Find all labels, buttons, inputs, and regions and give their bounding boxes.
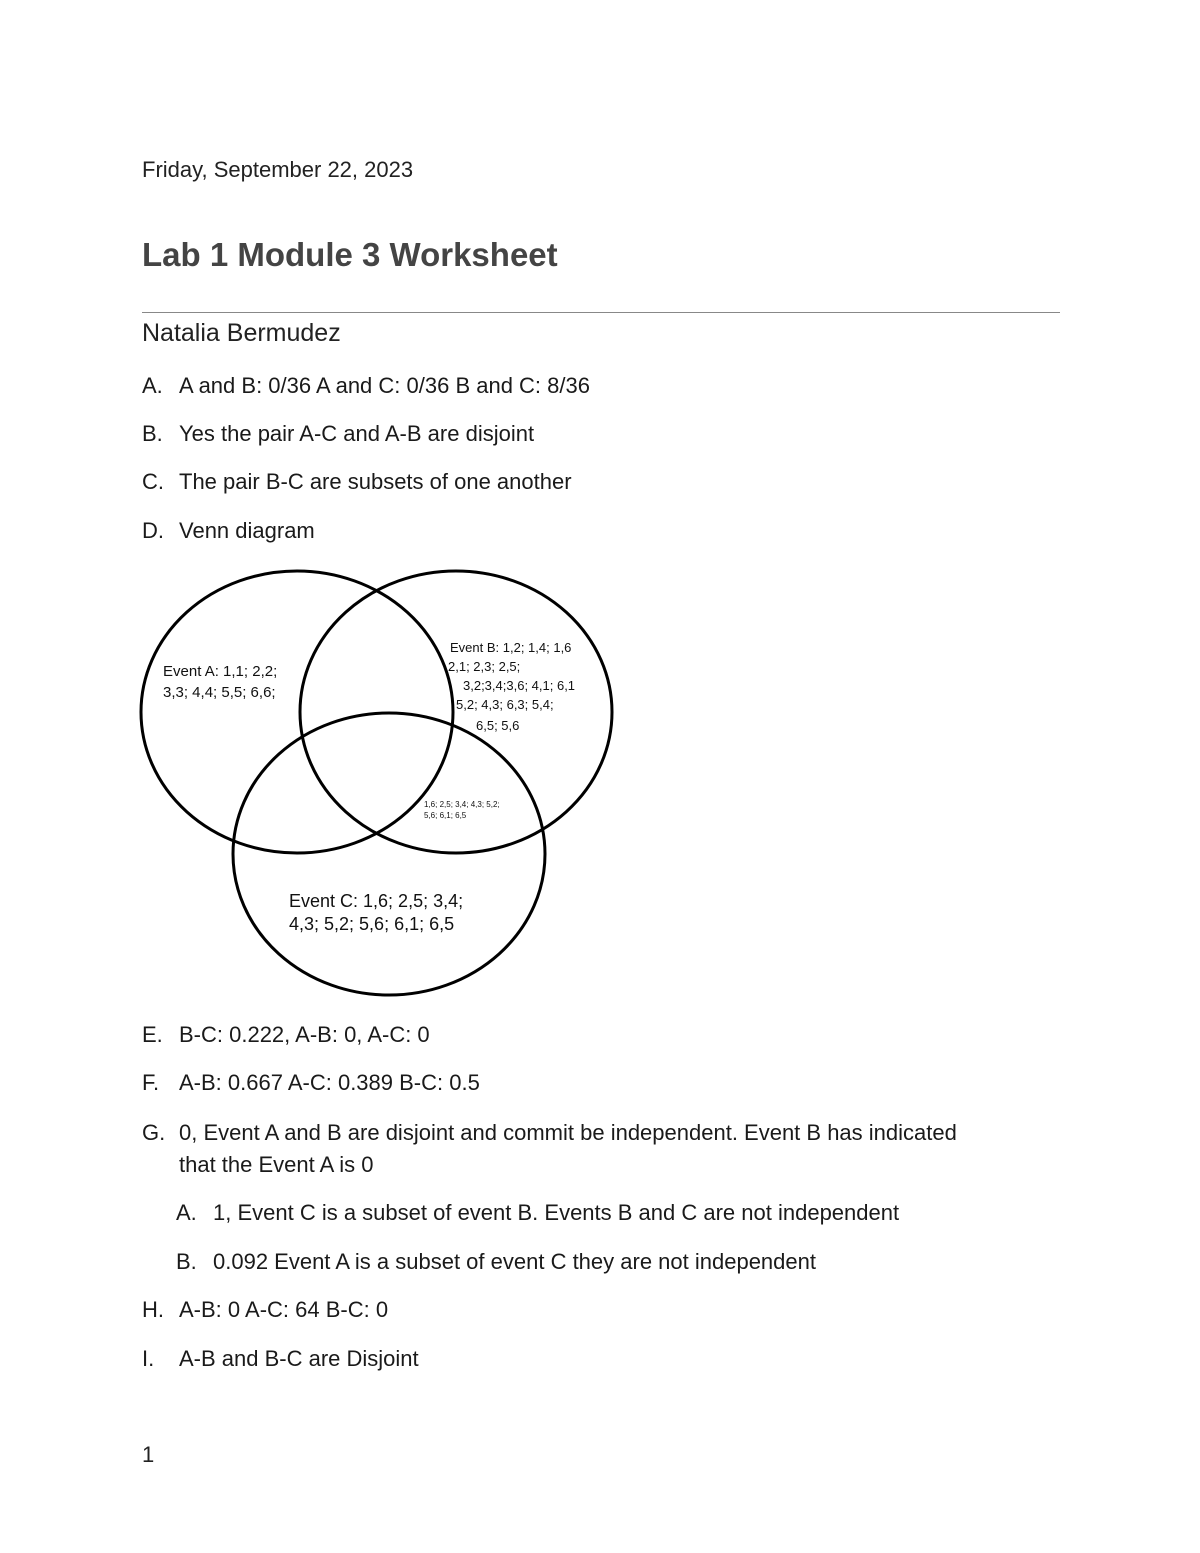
answer-b [142, 418, 1042, 450]
answer-h [142, 1294, 1042, 1326]
answer-a-label: A. [142, 373, 163, 398]
answer-g-sub-a-text: 1, Event C is a subset of event B. Events B and C are not independent [213, 1200, 900, 1225]
answer-d-label: D. [142, 518, 164, 543]
event-b-line-2: 2,1; 2,3; 2,5; [448, 659, 521, 674]
event-b-line-1: Event B: 1,2; 1,4; 1,6 [450, 640, 572, 655]
answer-g-sub-b [176, 1246, 1036, 1278]
author-name: Natalia Bermudez [142, 319, 341, 347]
answer-g-line-2: that the Event A is 0 [179, 1152, 374, 1177]
event-b-line-3: 3,2;3,4;3,6; 4,1; 6,1 [463, 678, 576, 693]
answer-f-text: A-B: 0.667 A-C: 0.389 B-C: 0.5 [179, 1070, 480, 1095]
answer-g [142, 1117, 1042, 1149]
venn-diagram [130, 560, 630, 1010]
event-a-line-1: Event A: 1,1; 2,2; [163, 663, 278, 680]
answer-g-sub-a [176, 1197, 1036, 1229]
intersection-bc-line-2: 5,6; 6,1; 6,5 [424, 811, 467, 820]
answer-d-text: Venn diagram [179, 518, 315, 543]
event-a-line-2: 3,3; 4,4; 5,5; 6,6; [163, 684, 276, 701]
answer-h-text: A-B: 0 A-C: 64 B-C: 0 [179, 1297, 389, 1322]
answer-c [142, 466, 1042, 498]
answer-g-sub-b-label: B. [176, 1249, 197, 1274]
answer-f [142, 1067, 1042, 1099]
title-divider [142, 312, 1060, 313]
document-date: Friday, September 22, 2023 [142, 157, 414, 182]
answer-c-text: The pair B-C are subsets of one another [179, 469, 572, 494]
answer-g-sub-b-text: 0.092 Event A is a subset of event C they are not independent [213, 1249, 816, 1274]
answer-g-label: G. [142, 1120, 166, 1145]
circle-event-c [233, 713, 545, 995]
event-c-line-2: 4,3; 5,2; 5,6; 6,1; 6,5 [289, 914, 455, 934]
answer-g-continuation [142, 1149, 1042, 1181]
document-title: Lab 1 Module 3 Worksheet [142, 236, 558, 273]
event-b-line-4: 5,2; 4,3; 6,3; 5,4; [456, 697, 554, 712]
answer-b-text: Yes the pair A-C and A-B are disjoint [179, 421, 535, 446]
answer-b-label: B. [142, 421, 163, 446]
answer-i-text: A-B and B-C are Disjoint [179, 1346, 419, 1371]
answer-a-text: A and B: 0/36 A and C: 0/36 B and C: 8/36 [179, 373, 590, 398]
circle-event-a [141, 571, 453, 853]
answer-h-label: H. [142, 1297, 164, 1322]
answer-e-label: E. [142, 1022, 163, 1047]
intersection-bc-line-1: 1,6; 2,5; 3,4; 4,3; 5,2; [424, 800, 500, 809]
event-b-line-5: 6,5; 5,6 [476, 718, 520, 733]
event-c-line-1: Event C: 1,6; 2,5; 3,4; [289, 891, 464, 911]
page-number: 1 [142, 1442, 155, 1467]
answer-d [142, 515, 1042, 547]
answer-e-text: B-C: 0.222, A-B: 0, A-C: 0 [179, 1022, 430, 1047]
answer-a [142, 370, 1042, 402]
answer-c-label: C. [142, 469, 164, 494]
answer-e [142, 1019, 1042, 1051]
answer-g-sub-a-label: A. [176, 1200, 197, 1225]
answer-i [142, 1343, 1042, 1375]
answer-i-label: I. [142, 1346, 155, 1371]
answer-g-line-1: 0, Event A and B are disjoint and commit be independent. Event B has indicated [179, 1120, 957, 1145]
answer-f-label: F. [142, 1070, 160, 1095]
